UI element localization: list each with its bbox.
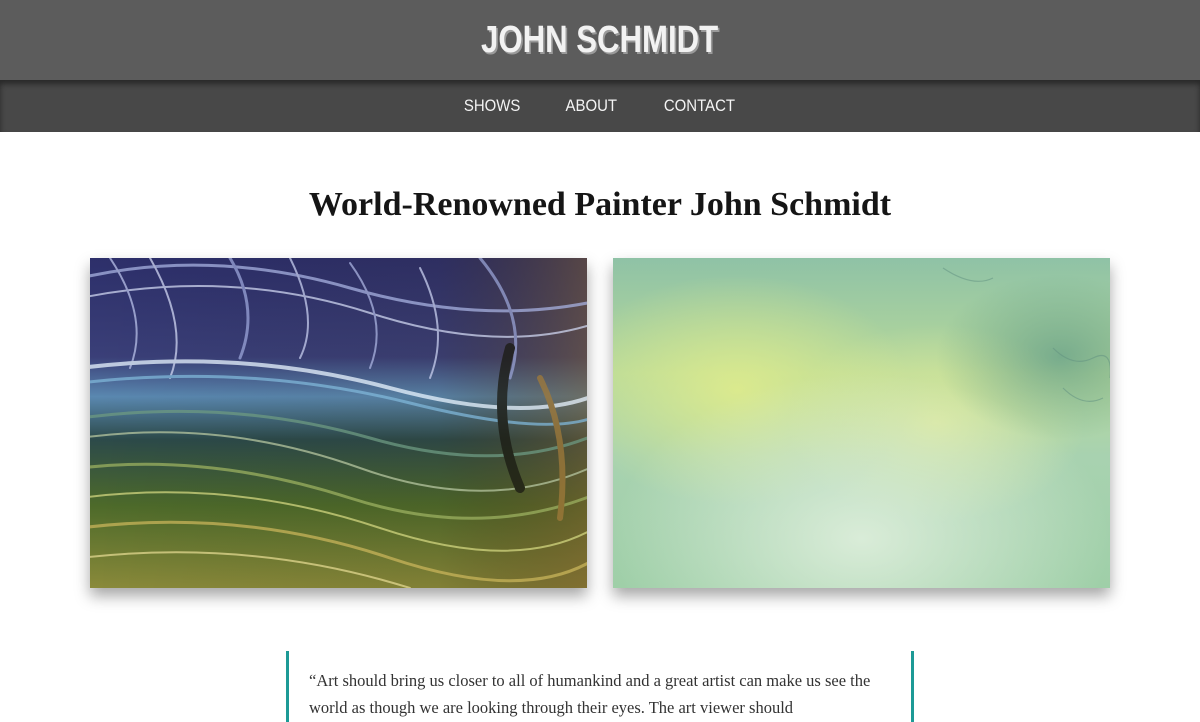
page-title: World-Renowned Painter John Schmidt <box>308 186 892 223</box>
quote-text: “Art should bring us closer to all of humankind and a great artist can make us see the world as though we are looking through their eyes. The art viewer should <box>309 671 871 717</box>
watercolor-painting-graphic <box>613 258 1110 588</box>
abstract-oil-painting-graphic <box>90 258 587 588</box>
artist-quote <box>286 651 914 722</box>
painting-image-abstract <box>90 258 587 588</box>
main-nav <box>0 80 1200 132</box>
nav-link-contact[interactable]: CONTACT <box>663 96 735 115</box>
site-header <box>0 0 1200 80</box>
nav-link-about[interactable]: ABOUT <box>565 96 618 115</box>
site-title[interactable]: JOHN SCHMIDT <box>481 18 719 61</box>
painting-image-watercolor <box>613 258 1110 588</box>
nav-link-shows[interactable]: SHOWS <box>463 96 521 115</box>
